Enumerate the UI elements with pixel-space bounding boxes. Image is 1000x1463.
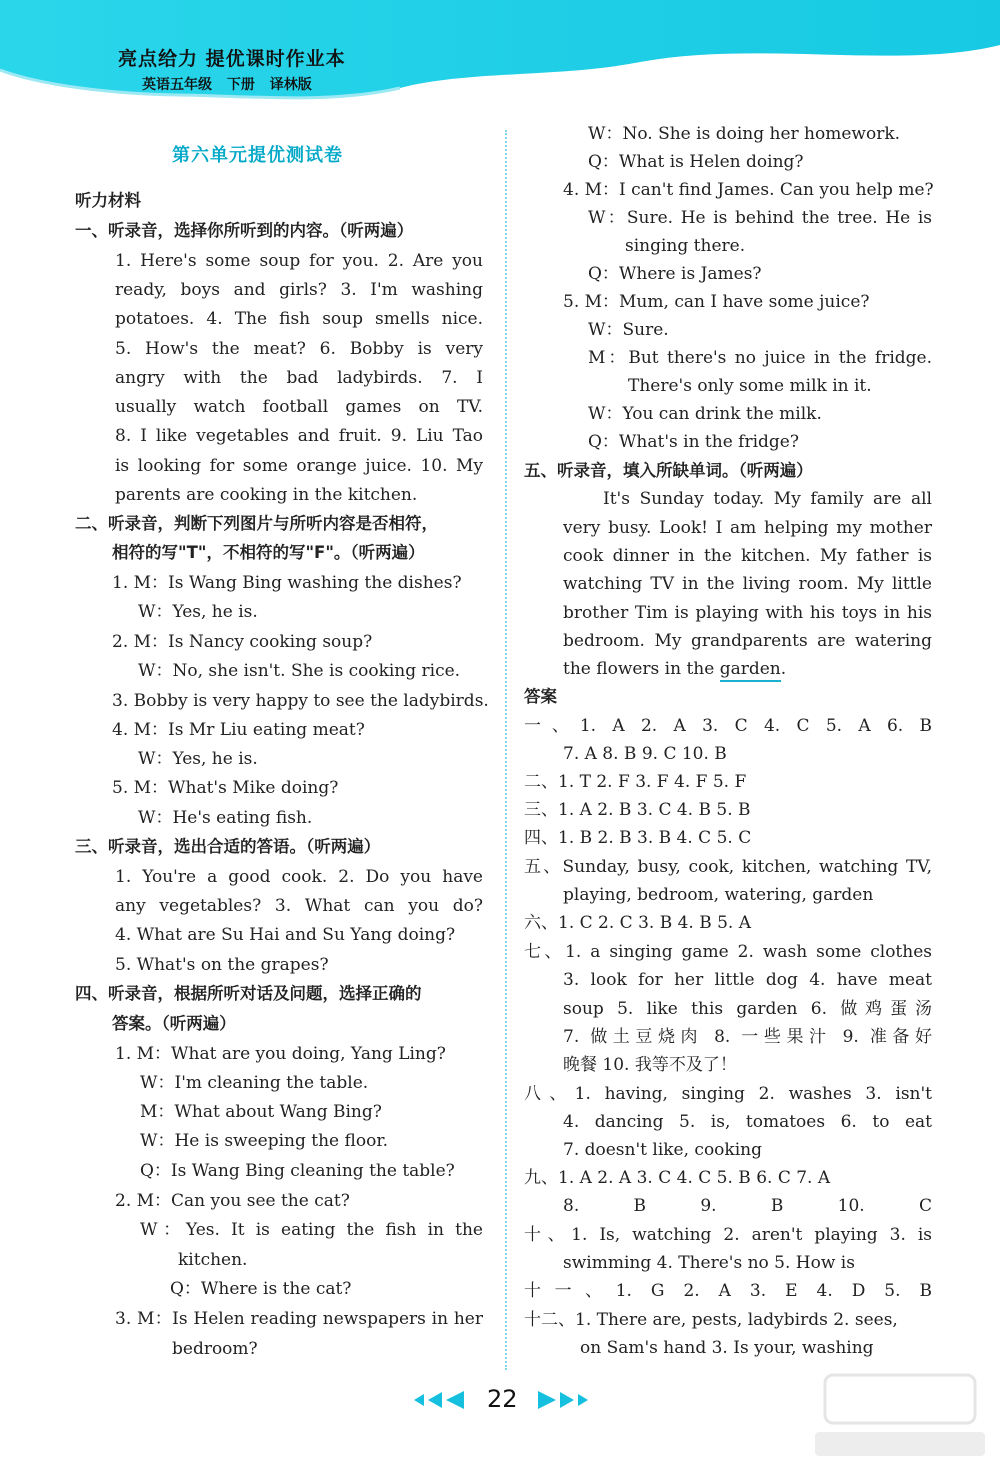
brand-subtitle: 英语五年级 下册 译林版 (142, 77, 312, 93)
column-divider (505, 130, 507, 1370)
left-column-line: 1. Here's some soup for you. 2. Are you (115, 251, 483, 271)
left-column-line: 4. What are Su Hai and Su Yang doing? (115, 925, 456, 945)
right-column-line: 十、1. Is, watching 2. aren't playing 3. is (524, 1225, 932, 1245)
right-column-line: 晚餐 10. 我等不及了！ (563, 1055, 737, 1075)
right-column-line: 答案 (524, 687, 557, 706)
left-column-line: bedroom? (172, 1339, 258, 1359)
right-column-line: 九、1. A 2. A 3. C 4. C 5. B 6. C 7. A (524, 1168, 831, 1188)
left-column-line: W：Yes. It is eating the fish in the (140, 1220, 483, 1240)
left-column-line: 1. M：What are you doing, Yang Ling? (115, 1044, 446, 1064)
right-column-line: watching TV in the living room. My little (563, 573, 932, 595)
left-column-line: 三、听录音，选出合适的答语。（听两遍） (75, 837, 381, 856)
right-column-line: W：You can drink the milk. (588, 404, 822, 424)
left-column-line: parents are cooking in the kitchen. (115, 485, 418, 505)
right-column-line: the flowers in the garden. (563, 658, 786, 680)
left-column-line: 5. How's the meat? 6. Bobby is very (115, 339, 483, 359)
left-column-line: is looking for some orange juice. 10. My (115, 456, 483, 476)
right-column-line: 二、1. T 2. F 3. F 4. F 5. F (524, 772, 747, 792)
right-column-line: Q：What is Helen doing? (588, 152, 804, 172)
left-column-line: 5. M：What's Mike doing? (112, 778, 339, 798)
right-column-line: 7. 做土豆烧肉 8. 一些果汁 9. 准备好 (563, 1027, 932, 1047)
right-column-line: brother Tim is playing with his toys in his (563, 602, 932, 624)
right-column-line: W：No. She is doing her homework. (588, 124, 901, 144)
left-column-line: ready, boys and girls? 3. I'm washing (115, 280, 483, 300)
right-column-line: 十二、1. There are, pests, ladybirds 2. sees, (524, 1310, 898, 1330)
page-header (0, 0, 1000, 108)
right-column-line: 5. M：Mum, can I have some juice? (563, 292, 870, 312)
left-column-line: 二、听录音，判断下列图片与所听内容是否相符， (75, 514, 438, 533)
right-column-line: bedroom. My grandparents are watering (563, 630, 932, 652)
watermark-logo (805, 1370, 995, 1460)
left-column-line: M：What about Wang Bing? (140, 1102, 382, 1122)
right-column-line: Q：Where is James? (588, 264, 762, 284)
left-column-line: W：He's eating fish. (138, 808, 313, 828)
left-column-line: angry with the bad ladybirds. 7. I (115, 368, 483, 388)
left-column-line: W：Yes, he is. (138, 749, 258, 769)
right-column-line: 4. dancing 5. is, tomatoes 6. to eat (563, 1112, 932, 1132)
right-column-line: There's only some milk in it. (628, 376, 872, 396)
right-column-line: 3. look for her little dog 4. have meat (563, 970, 932, 990)
left-column-line: 1. You're a good cook. 2. Do you have (115, 867, 483, 887)
right-column-line: 八、1. having, singing 2. washes 3. isn't (524, 1084, 932, 1104)
right-column-line: 四、1. B 2. B 3. B 4. C 5. C (524, 828, 752, 848)
left-column-line: 5. What's on the grapes? (115, 955, 329, 975)
left-column-line: 相符的写"T"，不相符的写"F"。（听两遍） (112, 543, 425, 562)
left-column-line: 1. M：Is Wang Bing washing the dishes? (112, 573, 462, 593)
right-column-line: W：Sure. (588, 320, 669, 340)
left-column-line: W：He is sweeping the floor. (140, 1131, 388, 1151)
left-column-line: W：No, she isn't. She is cooking rice. (138, 661, 461, 681)
right-column-line: Q：What's in the fridge? (588, 432, 799, 452)
left-column-line: 一、听录音，选择你所听到的内容。（听两遍） (75, 221, 414, 240)
page-number: 22 (487, 1385, 518, 1413)
right-column-line: W：Sure. He is behind the tree. He is (588, 208, 932, 228)
left-column-line: 8. I like vegetables and fruit. 9. Liu Tao (115, 426, 483, 446)
right-column-line: cook dinner in the kitchen. My father is (563, 545, 932, 567)
left-column-line: usually watch football games on TV. (115, 397, 483, 417)
left-arrows-icon (410, 1390, 480, 1410)
right-column-line: soup 5. like this garden 6. 做鸡蛋汤 (563, 999, 932, 1019)
left-column-line: 3. Bobby is very happy to see the ladybirds. (112, 691, 489, 711)
right-column-line: on Sam's hand 3. Is your, washing (580, 1338, 874, 1358)
left-column-line: any vegetables? 3. What can you do? (115, 896, 483, 916)
right-arrows-icon (536, 1390, 606, 1410)
right-column-line: 五、Sunday, busy, cook, kitchen, watching TV, (524, 857, 932, 877)
left-column-line: Q：Is Wang Bing cleaning the table? (140, 1161, 455, 1181)
right-column-line: 五、听录音，填入所缺单词。（听两遍） (524, 461, 813, 480)
left-column-line: potatoes. 4. The fish soup smells nice. (115, 309, 483, 329)
brand-title: 亮点给力 提优课时作业本 (118, 48, 346, 70)
left-column-line: 答案。（听两遍） (112, 1014, 236, 1033)
left-column-line: 4. M：Is Mr Liu eating meat? (112, 720, 365, 740)
right-column-line: singing there. (625, 236, 746, 256)
right-column-line: 十一、1. G 2. A 3. E 4. D 5. B (524, 1281, 932, 1301)
right-column-line: M：But there's no juice in the fridge. (588, 348, 932, 368)
right-column-line: 七、1. a singing game 2. wash some clothes (524, 942, 932, 962)
left-column-line: 2. M：Can you see the cat? (115, 1191, 350, 1211)
right-column-line: 一、1. A 2. A 3. C 4. C 5. A 6. B (524, 716, 932, 736)
left-column-line: 四、听录音，根据所听对话及问题，选择正确的 (75, 984, 422, 1003)
right-column-line: 三、1. A 2. B 3. C 4. B 5. B (524, 800, 751, 820)
left-column-line: W：I'm cleaning the table. (140, 1073, 369, 1093)
right-column-line: swimming 4. There's no 5. How is (563, 1253, 855, 1273)
right-column-line: playing, bedroom, watering, garden (563, 885, 874, 905)
page-title: 第六单元提优测试卷 (172, 145, 343, 166)
right-column-line: 六、1. C 2. C 3. B 4. B 5. A (524, 913, 752, 933)
right-column-line: 4. M：I can't find James. Can you help me? (563, 180, 934, 200)
right-column-line: 8. B 9. B 10. C (563, 1196, 932, 1216)
right-column-line: very busy. Look! I am helping my mother (563, 517, 932, 539)
right-column-line: It's Sunday today. My family are all (603, 488, 932, 510)
left-column-line: 2. M：Is Nancy cooking soup? (112, 632, 373, 652)
left-column-line: 听力材料 (75, 191, 141, 210)
left-column-line: kitchen. (178, 1250, 248, 1270)
left-column-line: W：Yes, he is. (138, 602, 258, 622)
left-column-line: Q：Where is the cat? (170, 1279, 352, 1299)
right-column-line: 7. A 8. B 9. C 10. B (563, 744, 727, 764)
left-column-line: 3. M：Is Helen reading newspapers in her (115, 1309, 483, 1329)
right-column-line: 7. doesn't like, cooking (563, 1140, 762, 1160)
